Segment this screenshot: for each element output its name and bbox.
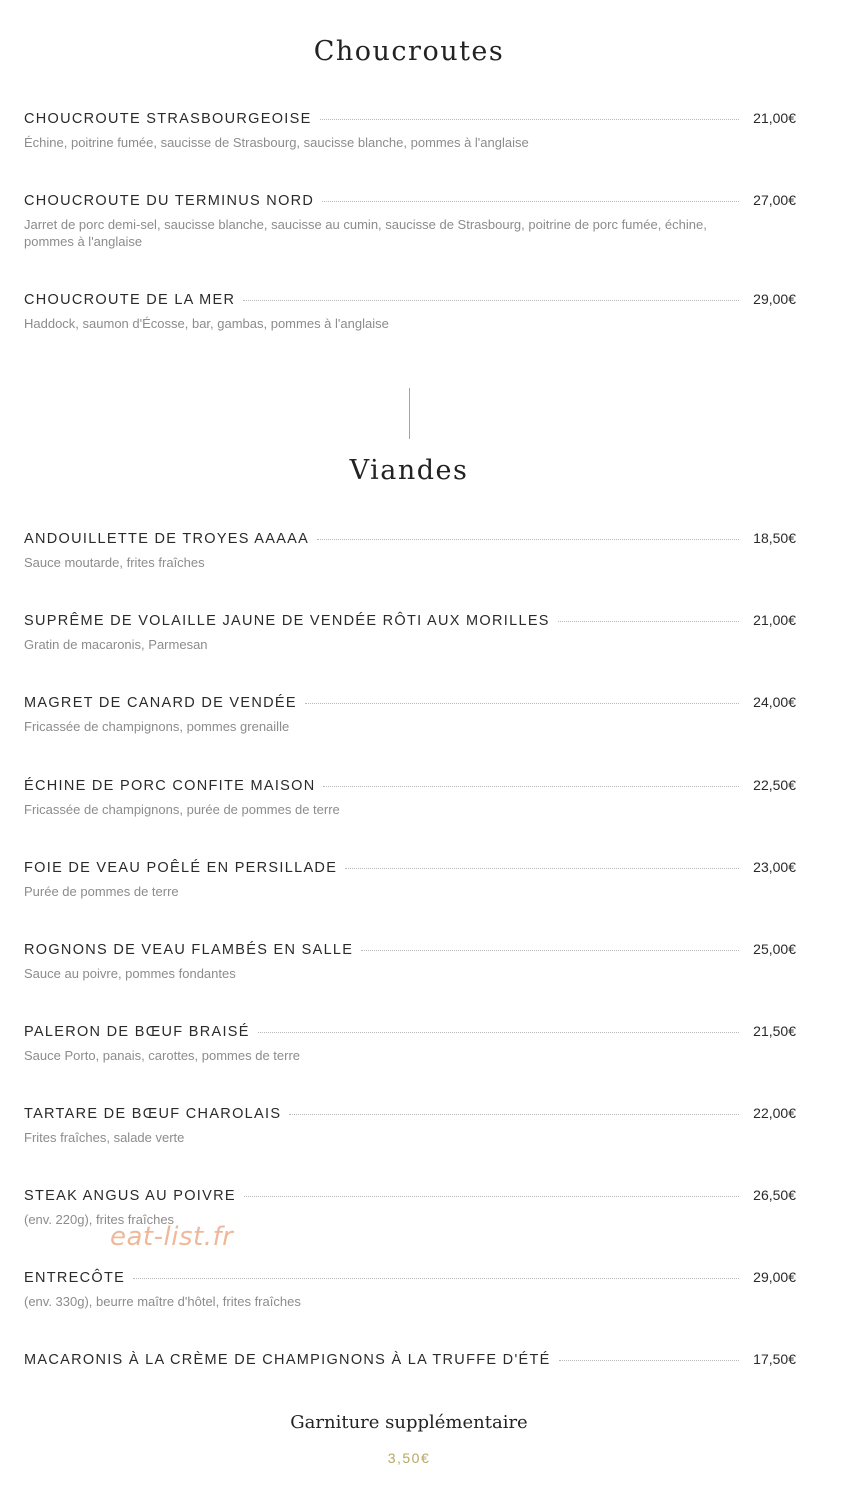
menu-item-head: [24, 612, 796, 632]
menu-item-head: [24, 192, 796, 212]
menu-item-price: 22,00€: [753, 1105, 796, 1121]
dot-leader: [345, 868, 739, 869]
menu-item: [24, 1351, 796, 1371]
menu-item-name: CHOUCROUTE DU TERMINUS NORD: [24, 193, 315, 209]
menu-item-price: 22,50€: [753, 777, 796, 793]
menu-item-price: 21,50€: [753, 1023, 796, 1039]
menu-item-description: Sauce au poivre, pommes fondantes: [24, 966, 236, 981]
section-title-viandes: Viandes: [349, 455, 469, 486]
menu-item: [24, 941, 796, 982]
menu-item: [24, 192, 796, 250]
menu-item: [24, 1023, 796, 1064]
menu-item-description: Frites fraîches, salade verte: [24, 1130, 185, 1145]
menu-item-name: ROGNONS DE VEAU FLAMBÉS EN SALLE: [24, 942, 354, 958]
menu-item-price: 24,00€: [753, 694, 796, 710]
menu-item-description: Gratin de macaronis, Parmesan: [24, 637, 208, 652]
menu-item-head: [24, 530, 796, 550]
menu-item-name: FOIE DE VEAU POÊLÉ EN PERSILLADE: [24, 860, 338, 876]
menu-item: [24, 1105, 796, 1146]
menu-item: [24, 612, 796, 653]
dot-leader: [244, 1196, 739, 1197]
menu-item-price: 29,00€: [753, 291, 796, 307]
menu-item-description: (env. 330g), beurre maître d'hôtel, frites fraîches: [24, 1294, 301, 1309]
extra-garnish-price: 3,50€: [387, 1450, 431, 1466]
menu-item: [24, 530, 796, 571]
menu-item-head: [24, 1351, 796, 1371]
menu-item-head: [24, 1105, 796, 1125]
menu-item-description: Fricassée de champignons, purée de pommes de terre: [24, 802, 340, 817]
menu-item: [24, 1269, 796, 1310]
menu-item-head: [24, 694, 796, 714]
menu-item-price: 26,50€: [753, 1187, 796, 1203]
menu-item-price: 27,00€: [753, 192, 796, 208]
menu-item: [24, 291, 796, 332]
menu-item-name: TARTARE DE BŒUF CHAROLAIS: [24, 1106, 282, 1122]
menu-item-name: ÉCHINE DE PORC CONFITE MAISON: [24, 778, 316, 794]
menu-item-description: Fricassée de champignons, pommes grenaille: [24, 719, 290, 734]
menu-item-price: 25,00€: [753, 941, 796, 957]
watermark: eat-list.fr: [110, 1222, 234, 1252]
dot-leader: [559, 1360, 740, 1361]
menu-item-price: 21,00€: [753, 612, 796, 628]
menu-item-name: MACARONIS À LA CRÈME DE CHAMPIGNONS À LA TRUFFE D'ÉTÉ: [24, 1352, 551, 1368]
menu-item-price: 17,50€: [753, 1351, 796, 1367]
menu-item: [24, 777, 796, 818]
dot-leader: [558, 621, 739, 622]
menu-item-price: 18,50€: [753, 530, 796, 546]
dot-leader: [289, 1114, 739, 1115]
menu-item-name: SUPRÊME DE VOLAILLE JAUNE DE VENDÉE RÔTI AUX MORILLES: [24, 613, 550, 629]
menu-item-description: Haddock, saumon d'Écosse, bar, gambas, pommes à l'anglaise: [24, 316, 389, 331]
section-divider: [409, 388, 410, 439]
menu-item-description: Échine, poitrine fumée, saucisse de Strasbourg, saucisse blanche, pommes à l'anglaise: [24, 135, 529, 150]
dot-leader: [320, 119, 740, 120]
menu-item-name: ENTRECÔTE: [24, 1270, 126, 1286]
menu-item: [24, 859, 796, 900]
menu-item-head: [24, 291, 796, 311]
dot-leader: [317, 539, 739, 540]
dot-leader: [322, 201, 739, 202]
menu-item-description: (env. 220g), frites fraîches: [24, 1212, 175, 1227]
dot-leader: [258, 1032, 739, 1033]
menu-item-name: ANDOUILLETTE DE TROYES AAAAA: [24, 531, 310, 547]
menu-item: [24, 694, 796, 735]
dot-leader: [243, 300, 739, 301]
menu-item-head: [24, 1187, 796, 1207]
menu-item-price: 23,00€: [753, 859, 796, 875]
menu-item-name: MAGRET DE CANARD DE VENDÉE: [24, 695, 297, 711]
dot-leader: [133, 1278, 739, 1279]
section-title-choucroutes: Choucroutes: [313, 36, 505, 67]
dot-leader: [305, 703, 739, 704]
menu-item-description: Purée de pommes de terre: [24, 884, 179, 899]
menu-item-price: 21,00€: [753, 110, 796, 126]
extra-garnish-title: Garniture supplémentaire: [290, 1412, 528, 1433]
menu-item-name: STEAK ANGUS AU POIVRE: [24, 1188, 236, 1204]
menu-item-head: [24, 1269, 796, 1289]
menu-item-head: [24, 941, 796, 961]
menu-item: [24, 110, 796, 151]
dot-leader: [323, 786, 739, 787]
menu-item-head: [24, 1023, 796, 1043]
menu-item-description: Jarret de porc demi-sel, saucisse blanche, saucisse au cumin, saucisse de Strasbourg, poitrine de porc fumée, échine, pommes à l'anglaise: [24, 217, 707, 249]
menu-item-description: Sauce Porto, panais, carottes, pommes de terre: [24, 1048, 301, 1063]
menu-item-description: Sauce moutarde, frites fraîches: [24, 555, 205, 570]
menu-item-name: CHOUCROUTE DE LA MER: [24, 292, 236, 308]
menu-item-name: PALERON DE BŒUF BRAISÉ: [24, 1024, 250, 1040]
menu-item-head: [24, 859, 796, 879]
menu-item-price: 29,00€: [753, 1269, 796, 1285]
dot-leader: [361, 950, 739, 951]
menu-item-head: [24, 777, 796, 797]
menu-item-head: [24, 110, 796, 130]
menu-item-name: CHOUCROUTE STRASBOURGEOISE: [24, 111, 312, 127]
